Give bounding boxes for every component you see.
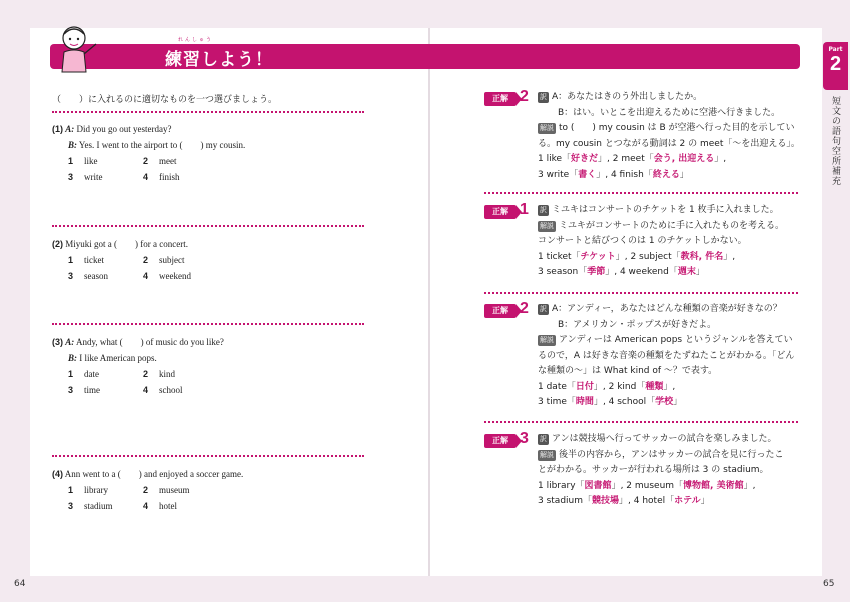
translation-line: アンは競技場へ行ってサッカーの試合を楽しみました。 [552,434,777,444]
title-bar [50,44,800,69]
answer-badge: 正解 [484,205,516,219]
explanation-line: とがわかる。サッカーが行われる場所は 3 の stadium。 [538,465,769,475]
option[interactable]: 3 time [68,385,100,395]
page-number-right: 65 [823,579,835,589]
explanation-line: コンサートと結びつくのは 1 のチケットしかない。 [538,236,747,246]
answer-number: 1 [520,201,529,218]
explanation-line: 後半の内容から，アンはサッカーの試合を見に行ったこ [559,449,784,460]
options-line: 3 season「季節」, 4 weekend「週末」 [538,267,705,277]
answer-number: 3 [520,430,529,447]
divider [52,225,364,227]
question-4 [52,466,243,514]
option[interactable]: 2 museum [143,485,190,495]
part-label: Part [828,46,843,53]
divider [52,323,364,325]
options-line: 1 library「図書館」, 2 museum「博物館, 美術館」, [538,480,756,491]
explanation-line: る。my cousin とつながる動詞は 2 の meet「～を出迎える」。 [538,138,800,149]
q-text: I like American pops. [79,353,157,363]
explanation-line: ミユキがコンサートのために手に入れたものを考える。 [559,220,785,231]
option[interactable]: 4 school [143,385,183,395]
option[interactable]: 1 date [68,369,99,379]
yaku-tag: 訳 [540,93,547,101]
option[interactable]: 3 season [68,271,108,281]
speaker-a: A: [65,337,75,347]
options-line: 3 stadium「競技場」, 4 hotel「ホテル」 [538,496,710,506]
yaku-tag: 訳 [540,206,547,214]
answer-number: 2 [520,300,529,317]
translation-line: B：はい。いとこを出迎えるために空港へ行きました。 [558,107,781,118]
options-line: 3 write「書く」, 4 finish「終える」 [538,169,689,180]
explanation-line: アンディーは American pops というジャンルを答えてい [559,335,793,345]
explanation-line: な種類の～」は What kind of ～？で表す。 [538,366,718,376]
yaku-tag: 訳 [540,305,547,313]
options-line: 1 like「好きだ」, 2 meet「会う, 出迎える」, [538,154,727,164]
option[interactable]: 4 finish [143,172,180,182]
answer-badge: 正解 [484,434,516,448]
q-text: Yes. I went to the airport to ( ) my cousin. [78,140,246,150]
option[interactable]: 2 meet [143,156,177,166]
question-2 [52,236,202,284]
divider [484,192,798,194]
page-number-left: 64 [14,579,26,589]
speaker-a: A: [65,124,75,134]
title-ruby: れんしゅう [178,37,214,43]
option[interactable]: 4 weekend [143,271,191,281]
option[interactable]: 1 ticket [68,255,104,265]
q-text: Andy, what ( ) of music do you like? [76,337,224,347]
part-number: 2 [829,53,842,75]
speaker-b: B: [68,140,77,150]
mascot-teacher-icon [52,22,112,78]
divider [484,292,798,294]
option[interactable]: 4 hotel [143,501,177,511]
options-line: 1 date「日付」, 2 kind「種類」, [538,381,676,392]
yaku-tag: 訳 [540,435,547,443]
answer-number: 2 [520,88,529,105]
q-text: Did you go out yesterday? [76,124,172,134]
q-text: Miyuki got a ( ) for a concert. [65,239,188,249]
question-3 [52,334,224,398]
explanation-line: るので，A は好きな音楽の種類をたずねたことがわかる。「どん [538,350,795,361]
translation-line: ミユキはコンサートのチケットを 1 枚手に入れました。 [552,205,779,215]
q-text: Ann went to a ( ) and enjoyed a soccer game. [64,469,244,479]
answer-badge: 正解 [484,304,516,318]
q-label: (4) [52,469,63,479]
speaker-b: B: [68,353,77,363]
kaisetsu-tag: 解説 [540,221,554,230]
page-title: 練習しよう！ [165,50,273,70]
q-label: (2) [52,239,63,249]
explanation-line: to ( ) my cousin は B が空港へ行った目的を示してい [559,123,795,133]
question-1 [52,121,245,185]
section-title-vertical: 短文の語句空所補充 [830,96,840,186]
translation-line: A：アンディー，あなたはどんな種類の音楽が好きなの？ [552,304,782,314]
kaisetsu-tag: 解説 [540,450,554,459]
option[interactable]: 3 stadium [68,501,113,511]
q-label: (1) [52,124,63,134]
option[interactable]: 1 library [68,485,108,495]
divider [52,455,364,457]
kaisetsu-tag: 解説 [540,124,554,132]
option[interactable]: 3 write [68,172,103,182]
q-label: (3) [52,337,63,347]
options-line: 1 ticket「チケット」, 2 subject「教科, 件名」, [538,251,736,262]
divider [484,421,798,423]
divider [52,111,364,113]
option[interactable]: 2 kind [143,369,176,379]
part-tab [823,42,848,90]
options-line: 3 time「時間」, 4 school「学校」 [538,397,683,407]
translation-line: B：アメリカン・ポップスが好きだよ。 [558,319,717,330]
translation-line: A：あなたはきのう外出しましたか。 [552,92,703,102]
option[interactable]: 2 subject [143,255,185,265]
kaisetsu-tag: 解説 [540,336,554,344]
answer-badge: 正解 [484,92,516,106]
instruction: （ ）に入れるのに適切なものを一つ選びましょう。 [52,95,278,105]
option[interactable]: 1 like [68,156,98,166]
